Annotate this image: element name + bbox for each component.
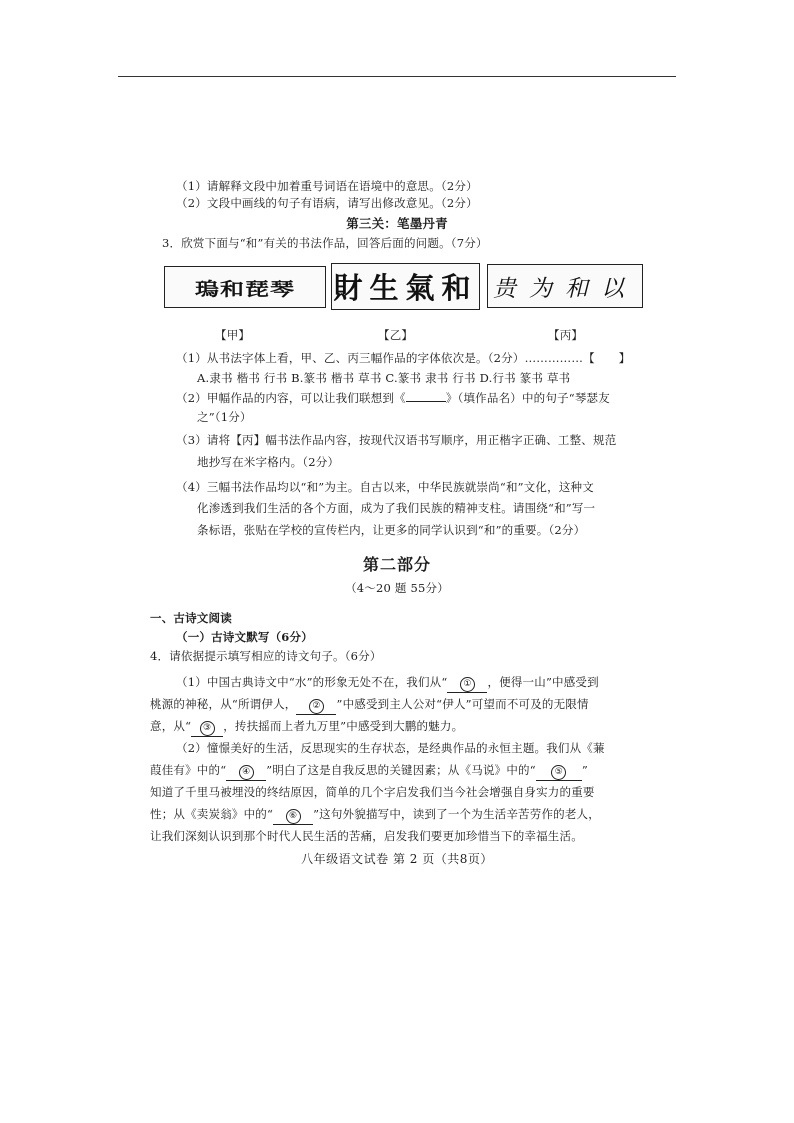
circle-label-1: ① <box>460 677 475 692</box>
circle-label-4: ④ <box>239 765 254 780</box>
q4-p2-line4-b: ”这句外貌描写中，读到了一个为生活辛苦劳作的老人， <box>313 807 600 821</box>
answer-blank-3[interactable] <box>191 718 223 737</box>
answer-blank-5[interactable] <box>536 762 582 781</box>
q4-p2-line2-a: 葭佳有》中的“ <box>150 763 227 777</box>
q4-p2-line2-b: ”明白了这是自我反思的关键因素；从《马说》中的“ <box>266 763 536 777</box>
q4-p1-line2 <box>150 696 589 715</box>
calligraphy-jia-text: 瑦和琵琴 <box>195 278 295 300</box>
circle-label-3: ③ <box>200 721 215 736</box>
question-3-4-line3: 条标语，张贴在学校的宣传栏内，让更多的同学认识到“和”的重要。（2分） <box>197 523 586 537</box>
label-yi: 【乙】 <box>378 328 414 342</box>
answer-blank[interactable] <box>406 401 446 402</box>
question-3-2-text-b: 》（填作品名）中的句子“琴瑟友 <box>445 391 610 405</box>
q4-p2-line4 <box>150 806 600 825</box>
q4-p2-line3: 知道了千里马被埋没的终结原因，简单的几个字启发我们当今社会增强自身实力的重要 <box>150 785 595 799</box>
q4-p2-line1: （2）憧憬美好的生活，反思现实的生存状态，是经典作品的永恒主题。我们从《蒹 <box>176 741 605 755</box>
section-1-heading: 一、古诗文阅读 <box>150 611 232 625</box>
circle-label-5: ⑤ <box>551 765 566 780</box>
q4-p2-line4-a: 性；从《卖炭翁》中的“ <box>150 807 274 821</box>
question-3-1-text: （1）从书法字体上看，甲、乙、丙三幅作品的字体依次是。（2分）……………【 <box>176 351 595 365</box>
label-jia: 【甲】 <box>215 328 251 342</box>
q4-p2-line2-c: ” <box>581 763 588 777</box>
question-3-1-options: A.隶书 楷书 行书 B.篆书 楷书 草书 C.篆书 隶书 行书 D.行书 篆书 草书 <box>197 371 571 385</box>
subsection-1-heading: （一）古诗文默写（6分） <box>176 630 313 644</box>
q4-p2-line5: 让我们深刻认识到那个时代人民生活的苦痛，启发我们要更加珍惜当下的幸福生活。 <box>150 829 583 843</box>
question-1: （1）请解释文段中加着重号词语在语境中的意思。（2分） <box>176 179 478 193</box>
question-3-3-line2: 地抄写在米字格内。（2分） <box>197 455 340 469</box>
page-footer: 八年级语文试卷 第 2 页（共8页） <box>301 852 493 866</box>
circle-label-6: ⑥ <box>286 809 301 824</box>
question-3-2 <box>176 390 610 406</box>
calligraphy-bing <box>487 264 643 308</box>
question-3-1 <box>176 350 630 366</box>
question-3-3-line1: （3）请将【丙】幅书法作品内容，按现代汉语书写顺序，用正楷字正确、工整、规范 <box>176 433 617 447</box>
circle-label-2: ② <box>309 699 324 714</box>
q4-p1-line3-b: ，抟扶摇而上者九万里”中感受到大鹏的魅力。 <box>223 719 464 733</box>
answer-blank-2[interactable] <box>296 696 336 715</box>
q4-p1-line1 <box>176 674 599 693</box>
answer-bracket-close: 】 <box>618 351 631 365</box>
answer-blank-6[interactable] <box>273 806 313 825</box>
question-2: （2）文段中画线的句子有语病，请写出修改意见。（2分） <box>176 196 478 210</box>
q4-p1-line1-b: ，便得一山”中感受到 <box>487 675 599 689</box>
top-rule <box>118 76 676 77</box>
part2-title: 第二部分 <box>362 555 431 574</box>
q4-p1-line2-a: 桃源的神秘，从“所谓伊人， <box>150 697 297 711</box>
question-3-stem: 3．欣赏下面与“和”有关的书法作品，回答后面的问题。（7分） <box>162 236 488 250</box>
q4-p1-line3-a: 意，从“ <box>150 719 192 733</box>
question-3-4-line2: 化渗透到我们生活的各个方面，成为了我们民族的精神支柱。请围绕“和”写一 <box>197 501 596 515</box>
calligraphy-bing-text: 贵为和以 <box>493 275 637 302</box>
q4-p1-line3 <box>150 718 463 737</box>
question-3-2-line2: 之”（1分） <box>197 410 252 424</box>
q4-p1-line1-a: （1）中国古典诗文中“水”的形象无处不在，我们从“ <box>176 675 448 689</box>
calligraphy-yi <box>331 263 480 310</box>
part2-subtitle: （4～20 题 55分） <box>345 581 449 595</box>
section-title: 第三关：笔墨丹青 <box>346 216 448 231</box>
question-3-4-line1: （4）三幅书法作品均以“和”为主。自古以来，中华民族就崇尚“和”文化，这种文 <box>176 480 594 494</box>
calligraphy-yi-text: 財生氣和 <box>333 271 478 305</box>
question-3-2-text-a: （2）甲幅作品的内容，可以让我们联想到《 <box>176 391 406 405</box>
calligraphy-jia <box>164 266 326 308</box>
question-4-stem: 4．请依据提示填写相应的诗文句子。（6分） <box>150 649 382 663</box>
q4-p1-line2-b: ”中感受到主人公对“伊人”可望而不可及的无限情 <box>336 697 589 711</box>
answer-blank-1[interactable] <box>447 674 487 693</box>
q4-p2-line2 <box>150 762 588 781</box>
label-bing: 【丙】 <box>548 328 584 342</box>
answer-blank-4[interactable] <box>226 762 266 781</box>
